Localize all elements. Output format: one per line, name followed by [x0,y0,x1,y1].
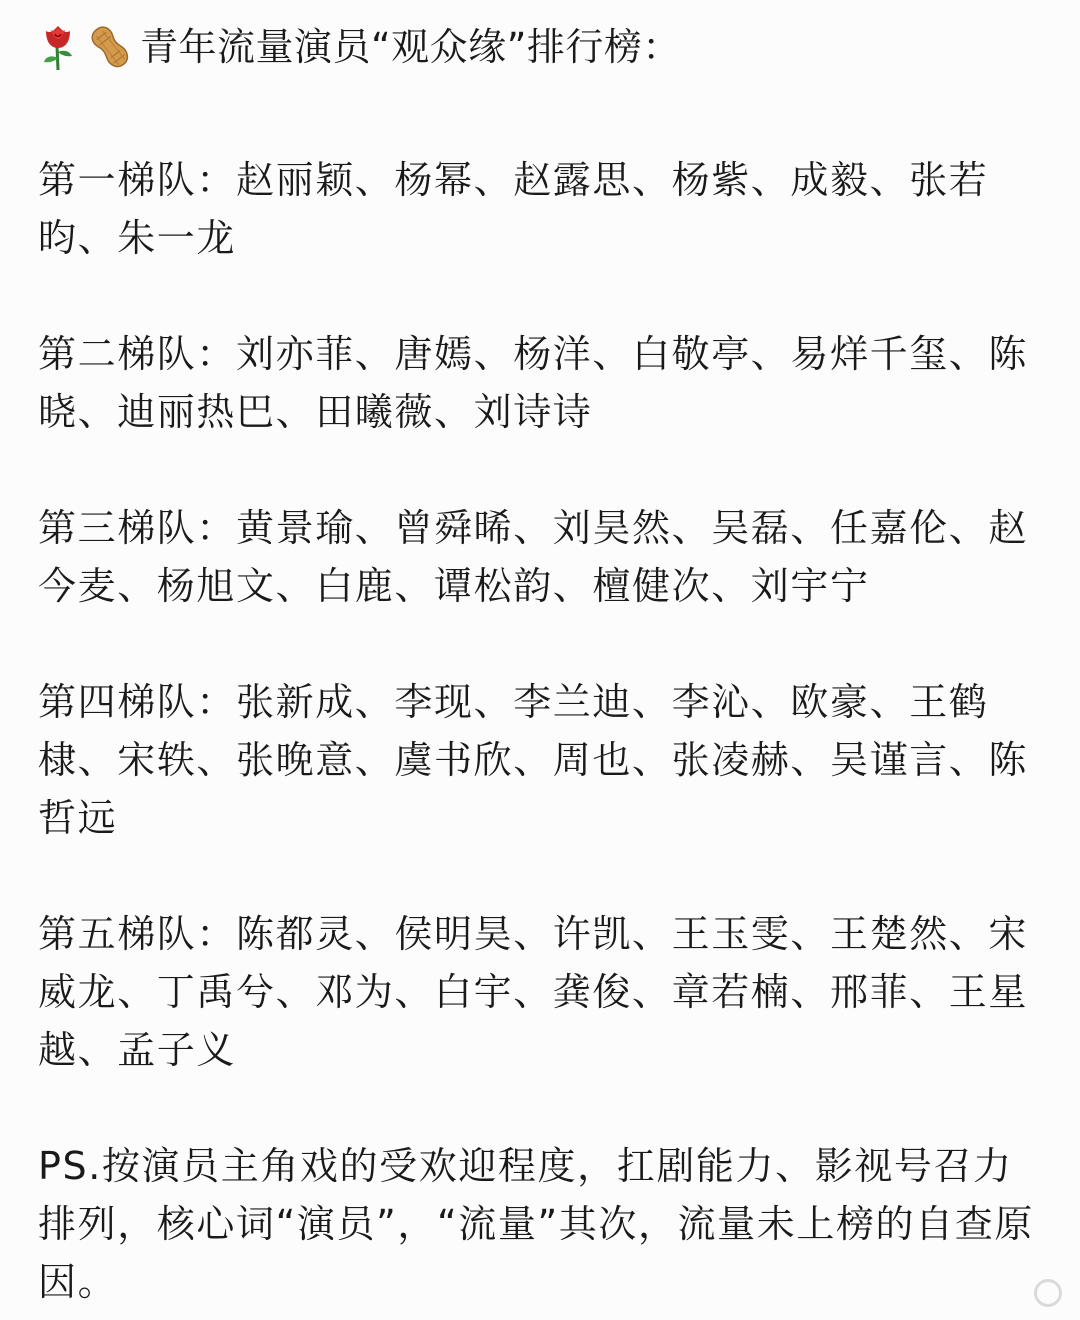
tier-4-paragraph: 第四梯队：张新成、李现、李兰迪、李沁、欧豪、王鹤棣、宋轶、张晚意、虞书欣、周也、张凌赫、吴谨言、陈哲远 [38,680,1029,840]
peanut-emoji-icon [88,22,132,72]
tier-2-paragraph: 第二梯队：刘亦菲、唐嫣、杨洋、白敬亭、易烊千玺、陈晓、迪丽热巴、田曦薇、刘诗诗 [38,332,1029,434]
rose-emoji-icon [36,22,80,72]
weibo-watermark [1034,1276,1068,1310]
tier-1-paragraph: 第一梯队：赵丽颖、杨幂、赵露思、杨紫、成毅、张若昀、朱一龙 [38,158,989,260]
post-title: 青年流量演员“观众缘”排行榜： [140,25,681,69]
post-title-line [36,18,1048,76]
tier-5-paragraph: 第五梯队：陈都灵、侯明昊、许凯、王玉雯、王楚然、宋威龙、丁禹兮、邓为、白宇、龚俊、章若楠、邢菲、王星越、孟子义 [38,912,1029,1072]
watermark-logo-icon [1034,1279,1062,1307]
tier-3-paragraph: 第三梯队：黄景瑜、曾舜晞、刘昊然、吴磊、任嘉伦、赵今麦、杨旭文、白鹿、谭松韵、檀健次、刘宇宁 [38,506,1029,608]
ps-note-paragraph: PS.按演员主角戏的受欢迎程度，扛剧能力、影视号召力排列，核心词“演员”，“流量”其次，流量未上榜的自查原因。 [38,1144,1034,1304]
post-content [38,18,1048,1311]
